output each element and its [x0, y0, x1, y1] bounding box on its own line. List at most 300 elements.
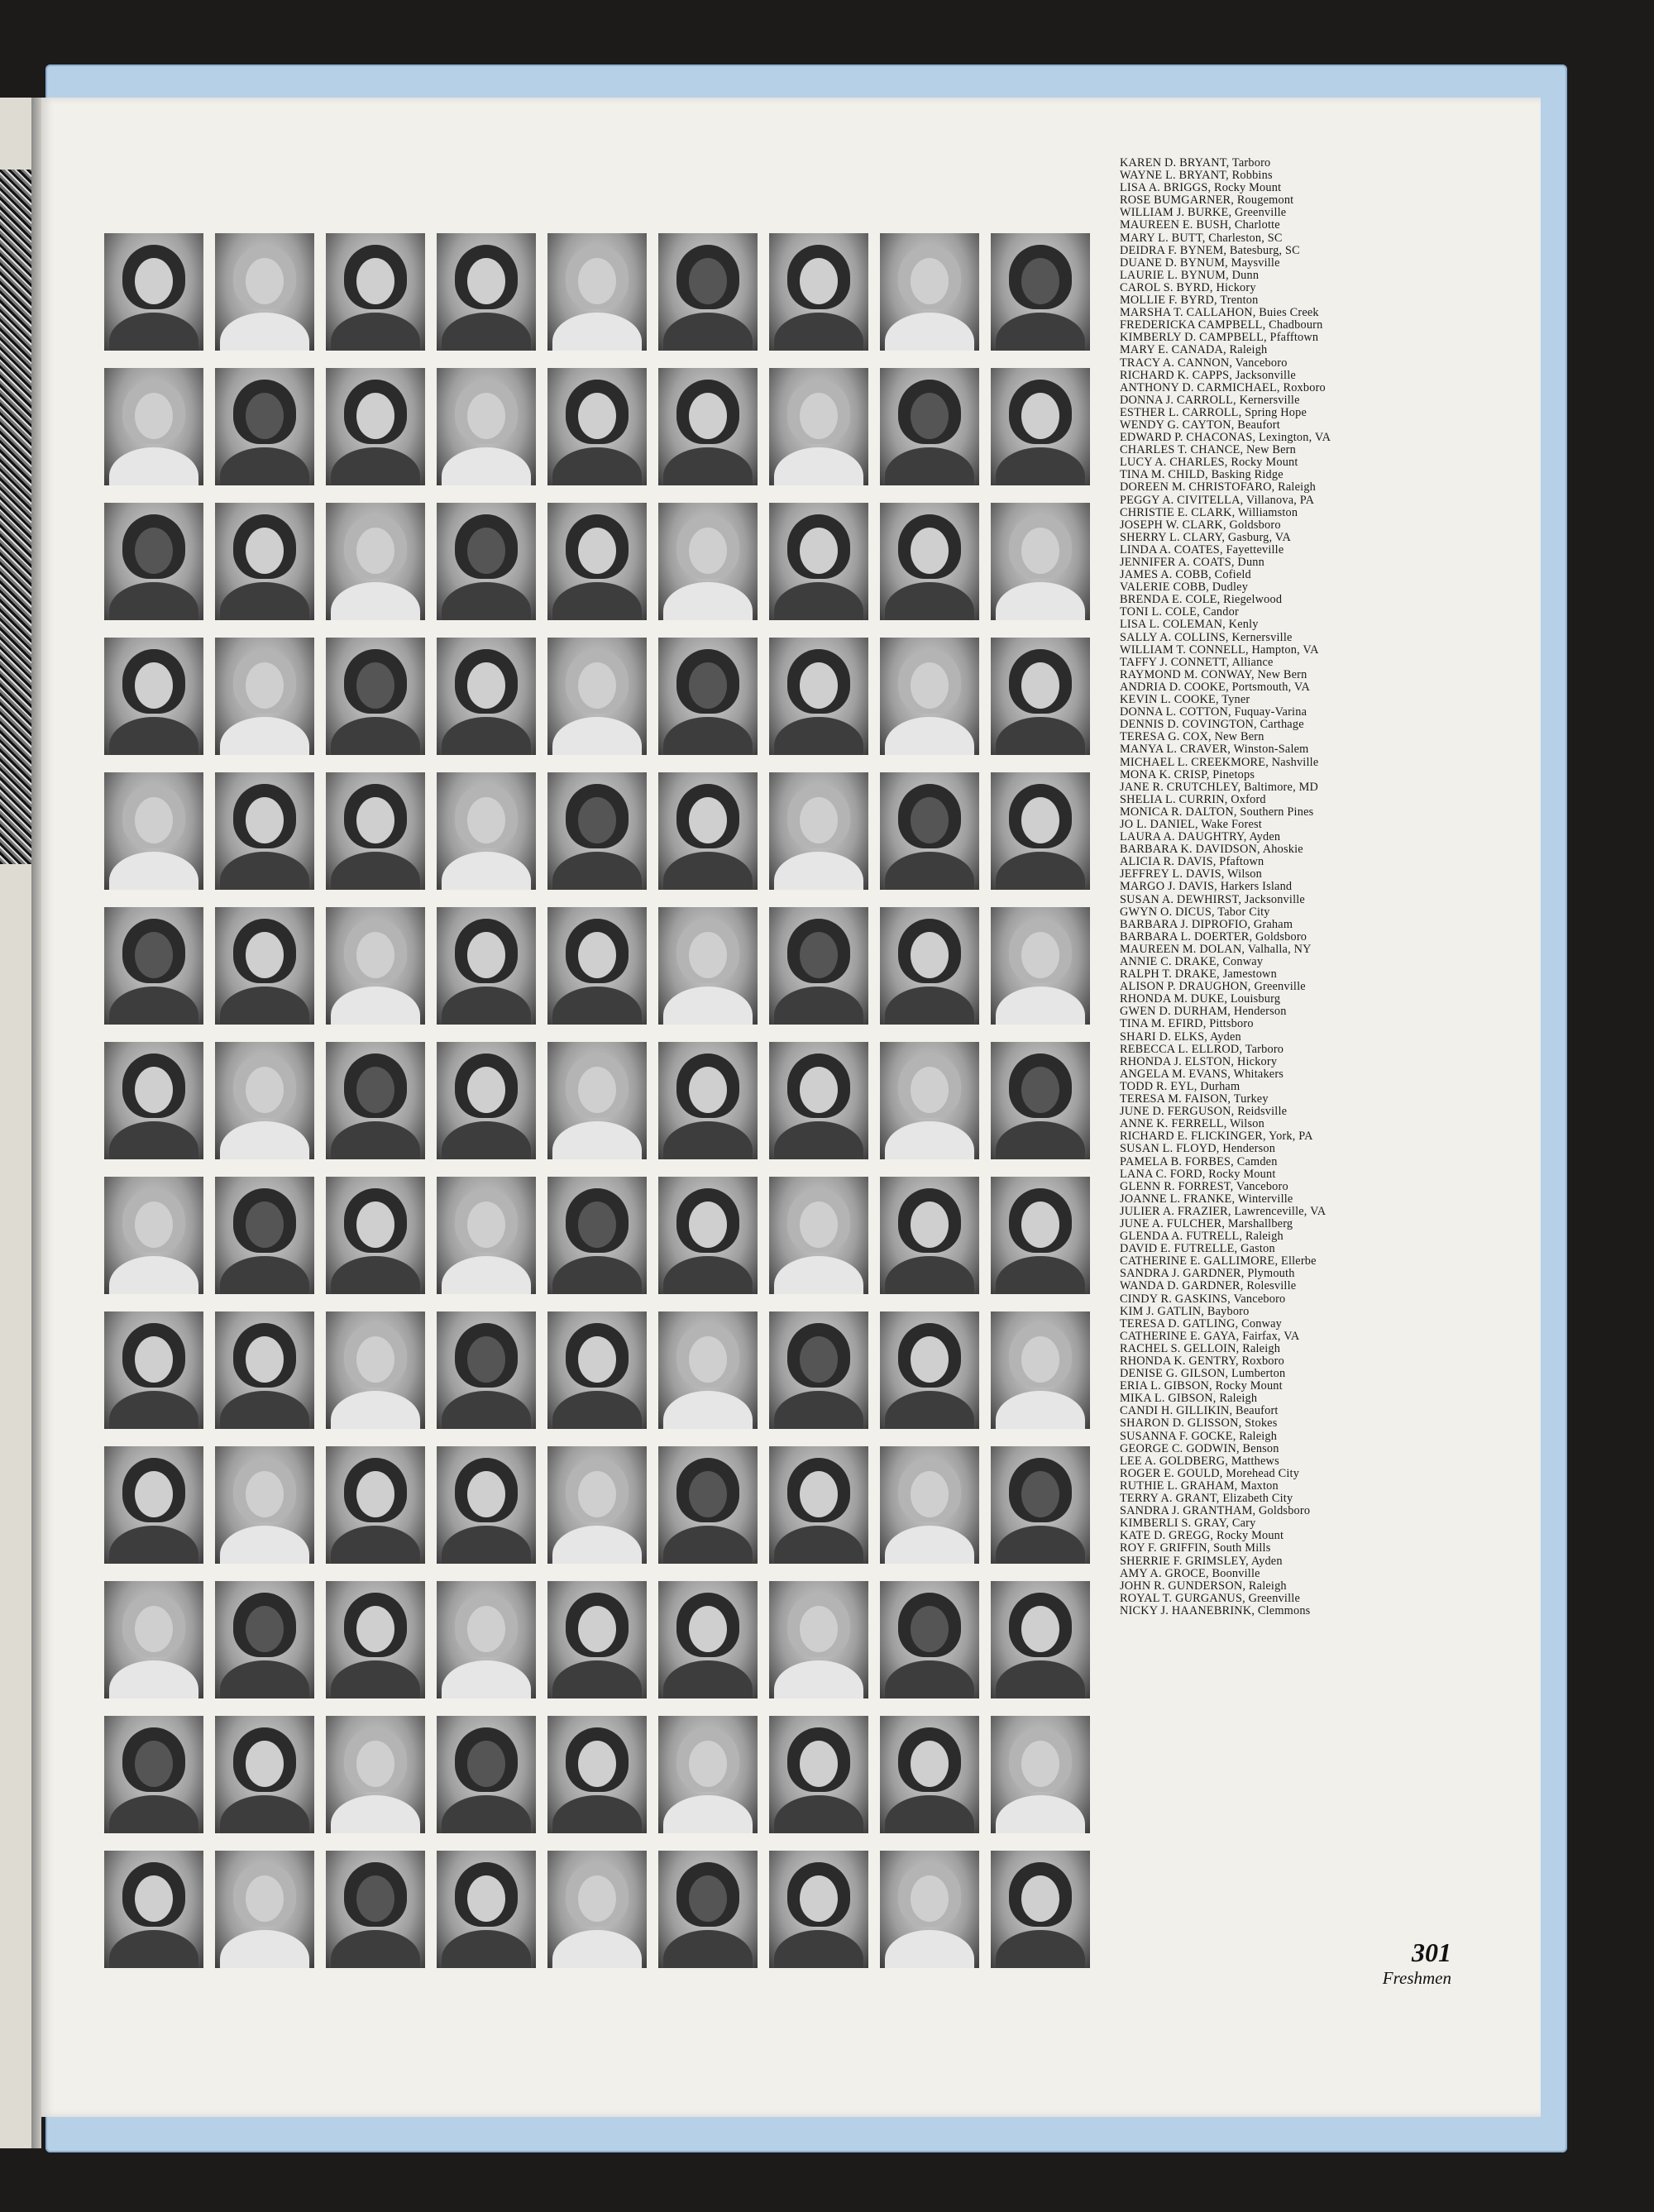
portrait-body: [885, 1121, 974, 1159]
portrait-face: [467, 662, 505, 709]
name-entry: TERESA G. COX, New Bern: [1120, 730, 1264, 744]
name-entry: MONICA R. DALTON, Southern Pines: [1120, 805, 1314, 819]
portrait-face: [1021, 1471, 1059, 1517]
portrait-body: [331, 1660, 420, 1698]
portrait-face: [467, 528, 505, 574]
name-entry: SANDRA J. GARDNER, Plymouth: [1120, 1267, 1295, 1281]
portrait-face: [135, 932, 173, 978]
portrait-body: [774, 582, 863, 620]
portrait-body: [109, 582, 198, 620]
student-portrait: [769, 638, 868, 755]
student-portrait: [215, 772, 314, 890]
portrait-face: [911, 1067, 949, 1113]
name-entry: DUANE D. BYNUM, Maysville: [1120, 256, 1280, 270]
name-entry: DOREEN M. CHRISTOFARO, Raleigh: [1120, 480, 1317, 494]
portrait-face: [800, 932, 838, 978]
student-portrait: [104, 1716, 203, 1833]
portrait-body: [442, 987, 531, 1025]
portrait-body: [552, 582, 642, 620]
student-portrait: [104, 1446, 203, 1564]
name-entry: RHONDA J. ELSTON, Hickory: [1120, 1054, 1278, 1068]
student-portrait: [104, 772, 203, 890]
student-portrait: [991, 1177, 1090, 1294]
portrait-body: [331, 447, 420, 485]
name-entry: MANYA L. CRAVER, Winston-Salem: [1120, 743, 1309, 757]
student-portrait: [769, 1311, 868, 1429]
portrait-face: [689, 662, 727, 709]
student-portrait: [104, 638, 203, 755]
portrait-face: [356, 528, 394, 574]
portrait-face: [800, 528, 838, 574]
portrait-body: [996, 987, 1085, 1025]
portrait-body: [663, 447, 753, 485]
name-entry: RHONDA M. DUKE, Louisburg: [1120, 992, 1281, 1006]
name-entry: JOHN R. GUNDERSON, Raleigh: [1120, 1579, 1287, 1593]
name-entry: MIKA L. GIBSON, Raleigh: [1120, 1392, 1258, 1406]
portrait-face: [911, 1202, 949, 1248]
name-entry: LUCY A. CHARLES, Rocky Mount: [1120, 456, 1298, 470]
portrait-face: [911, 1606, 949, 1652]
name-entry: ESTHER L. CARROLL, Spring Hope: [1120, 405, 1307, 419]
student-portrait: [880, 1716, 979, 1833]
student-portrait: [769, 1446, 868, 1564]
portrait-face: [135, 1202, 173, 1248]
portrait-body: [109, 1391, 198, 1429]
portrait-body: [442, 1256, 531, 1294]
portrait-body: [442, 852, 531, 890]
portrait-face: [467, 932, 505, 978]
student-portrait: [437, 1716, 536, 1833]
name-entry: ROGER E. GOULD, Morehead City: [1120, 1466, 1300, 1480]
name-entry: SUSAN L. FLOYD, Henderson: [1120, 1142, 1276, 1156]
name-entry: RHONDA K. GENTRY, Roxboro: [1120, 1354, 1284, 1368]
student-portrait: [326, 368, 425, 485]
name-entry: GLENN R. FORREST, Vanceboro: [1120, 1179, 1288, 1193]
portrait-face: [911, 932, 949, 978]
portrait-face: [578, 1875, 616, 1922]
name-entry: KAREN D. BRYANT, Tarboro: [1120, 156, 1271, 170]
name-entry: SHERRY L. CLARY, Gasburg, VA: [1120, 530, 1291, 544]
portrait-face: [911, 393, 949, 439]
portrait-face: [1021, 1875, 1059, 1922]
portrait-body: [331, 1526, 420, 1564]
name-entry: DAVID E. FUTRELLE, Gaston: [1120, 1242, 1275, 1256]
portrait-body: [663, 1660, 753, 1698]
student-portrait: [991, 233, 1090, 351]
portrait-body: [220, 1526, 309, 1564]
portrait-face: [246, 797, 284, 843]
portrait-body: [663, 1256, 753, 1294]
student-portrait: [769, 907, 868, 1025]
student-portrait: [326, 638, 425, 755]
student-portrait: [326, 1177, 425, 1294]
portrait-body: [885, 852, 974, 890]
portrait-body: [885, 1930, 974, 1968]
portrait-face: [246, 662, 284, 709]
name-entry: KEVIN L. COOKE, Tyner: [1120, 693, 1250, 707]
portrait-face: [578, 1471, 616, 1517]
portrait-face: [1021, 1202, 1059, 1248]
student-portrait: [880, 368, 979, 485]
student-portrait: [326, 503, 425, 620]
student-portrait: [991, 1716, 1090, 1833]
student-portrait: [104, 1177, 203, 1294]
student-portrait: [991, 1042, 1090, 1159]
name-entry: ALISON P. DRAUGHON, Greenville: [1120, 980, 1306, 994]
portrait-body: [220, 447, 309, 485]
portrait-face: [578, 662, 616, 709]
name-entry: CHRISTIE E. CLARK, Williamston: [1120, 505, 1298, 519]
name-entry: KIMBERLI S. GRAY, Cary: [1120, 1517, 1256, 1531]
student-portrait: [437, 772, 536, 890]
portrait-face: [246, 1202, 284, 1248]
name-entry: LAURIE L. BYNUM, Dunn: [1120, 268, 1260, 282]
portrait-body: [442, 1121, 531, 1159]
student-portrait: [326, 907, 425, 1025]
portrait-face: [246, 1606, 284, 1652]
name-entry: DENNIS D. COVINGTON, Carthage: [1120, 718, 1304, 732]
portrait-face: [135, 1875, 173, 1922]
student-portrait: [547, 638, 647, 755]
name-entry: TERRY A. GRANT, Elizabeth City: [1120, 1492, 1293, 1506]
portrait-face: [467, 1741, 505, 1787]
student-portrait: [658, 1716, 758, 1833]
student-portrait: [104, 368, 203, 485]
name-entry: JULIER A. FRAZIER, Lawrenceville, VA: [1120, 1204, 1327, 1218]
portrait-body: [552, 313, 642, 351]
student-portrait: [880, 638, 979, 755]
name-entry: MARSHA T. CALLAHON, Buies Creek: [1120, 306, 1319, 320]
student-portrait: [326, 1851, 425, 1968]
portrait-body: [996, 1256, 1085, 1294]
portrait-body: [220, 313, 309, 351]
portrait-body: [442, 1391, 531, 1429]
portrait-body: [220, 717, 309, 755]
student-portrait: [991, 368, 1090, 485]
portrait-face: [800, 1875, 838, 1922]
portrait-face: [578, 1336, 616, 1383]
name-entry: DONNA J. CARROLL, Kernersville: [1120, 393, 1300, 407]
student-portrait: [215, 1716, 314, 1833]
portrait-face: [1021, 1606, 1059, 1652]
name-entry: SHARI D. ELKS, Ayden: [1120, 1030, 1241, 1044]
portrait-face: [135, 1471, 173, 1517]
portrait-face: [911, 797, 949, 843]
name-entry: RICHARD E. FLICKINGER, York, PA: [1120, 1130, 1313, 1144]
portrait-face: [800, 1606, 838, 1652]
portrait-face: [246, 1741, 284, 1787]
name-entry: ALICIA R. DAVIS, Pfaftown: [1120, 855, 1264, 869]
portrait-face: [135, 1606, 173, 1652]
portrait-body: [442, 717, 531, 755]
student-portrait: [769, 1716, 868, 1833]
student-portrait: [215, 1177, 314, 1294]
portrait-body: [220, 1391, 309, 1429]
student-portrait: [547, 1851, 647, 1968]
portrait-body: [109, 1121, 198, 1159]
portrait-body: [220, 852, 309, 890]
name-entry: RUTHIE L. GRAHAM, Maxton: [1120, 1479, 1279, 1493]
portrait-face: [689, 1336, 727, 1383]
portrait-body: [109, 1795, 198, 1833]
portrait-body: [996, 582, 1085, 620]
portrait-face: [911, 1875, 949, 1922]
portrait-face: [246, 1471, 284, 1517]
name-entry: SHELIA L. CURRIN, Oxford: [1120, 792, 1266, 806]
student-portrait: [437, 1042, 536, 1159]
portrait-face: [467, 1067, 505, 1113]
name-list: [1120, 157, 1517, 1617]
name-entry: TONI L. COLE, Candor: [1120, 605, 1239, 619]
student-portrait: [104, 503, 203, 620]
portrait-face: [689, 932, 727, 978]
portrait-body: [552, 447, 642, 485]
portrait-face: [911, 528, 949, 574]
portrait-body: [552, 1526, 642, 1564]
portrait-body: [220, 1256, 309, 1294]
portrait-body: [885, 1795, 974, 1833]
portrait-body: [885, 1391, 974, 1429]
portrait-face: [911, 1336, 949, 1383]
name-entry: ANNIE C. DRAKE, Conway: [1120, 955, 1264, 968]
student-portrait: [658, 1446, 758, 1564]
portrait-face: [467, 1875, 505, 1922]
portrait-body: [663, 582, 753, 620]
student-portrait: [547, 1716, 647, 1833]
portrait-body: [663, 1795, 753, 1833]
name-entry: MAUREEN M. DOLAN, Valhalla, NY: [1120, 942, 1312, 956]
portrait-face: [467, 1202, 505, 1248]
student-portrait: [880, 1042, 979, 1159]
portrait-face: [467, 258, 505, 304]
portrait-face: [578, 528, 616, 574]
portrait-body: [885, 1660, 974, 1698]
student-portrait: [658, 772, 758, 890]
portrait-face: [689, 528, 727, 574]
portrait-body: [109, 852, 198, 890]
name-entry: WILLIAM T. CONNELL, Hampton, VA: [1120, 643, 1319, 657]
portrait-body: [885, 313, 974, 351]
student-portrait: [547, 1042, 647, 1159]
portrait-body: [996, 1930, 1085, 1968]
portrait-face: [135, 1067, 173, 1113]
portrait-face: [356, 258, 394, 304]
portrait-body: [663, 1930, 753, 1968]
name-entry: TODD R. EYL, Durham: [1120, 1079, 1240, 1093]
student-portrait: [769, 503, 868, 620]
portrait-body: [663, 987, 753, 1025]
name-entry: JEFFREY L. DAVIS, Wilson: [1120, 867, 1262, 881]
portrait-face: [356, 662, 394, 709]
student-portrait: [769, 1851, 868, 1968]
portrait-body: [442, 1930, 531, 1968]
student-portrait: [991, 772, 1090, 890]
portrait-face: [689, 1606, 727, 1652]
student-portrait: [658, 503, 758, 620]
portrait-body: [552, 717, 642, 755]
portrait-body: [331, 717, 420, 755]
name-entry: CATHERINE E. GALLIMORE, Ellerbe: [1120, 1254, 1317, 1268]
portrait-body: [331, 1930, 420, 1968]
name-entry: JUNE D. FERGUSON, Reidsville: [1120, 1105, 1288, 1119]
name-entry: CINDY R. GASKINS, Vanceboro: [1120, 1292, 1286, 1306]
student-portrait: [547, 1446, 647, 1564]
student-portrait: [880, 907, 979, 1025]
student-portrait: [326, 1042, 425, 1159]
portrait-face: [356, 1875, 394, 1922]
section-title: Freshmen: [1382, 1968, 1451, 1988]
name-entry: GLENDA A. FUTRELL, Raleigh: [1120, 1230, 1284, 1244]
name-entry: DONNA L. COTTON, Fuquay-Varina: [1120, 705, 1307, 719]
portrait-face: [578, 1741, 616, 1787]
name-entry: WENDY G. CAYTON, Beaufort: [1120, 418, 1280, 432]
student-portrait: [437, 1581, 536, 1698]
name-entry: JAMES A. COBB, Cofield: [1120, 568, 1251, 582]
portrait-face: [1021, 932, 1059, 978]
portrait-face: [578, 1202, 616, 1248]
student-portrait: [437, 368, 536, 485]
portrait-body: [774, 717, 863, 755]
portrait-face: [356, 1741, 394, 1787]
portrait-body: [552, 852, 642, 890]
student-portrait: [437, 1446, 536, 1564]
student-portrait: [991, 503, 1090, 620]
portrait-body: [442, 1795, 531, 1833]
portrait-body: [663, 1121, 753, 1159]
portrait-face: [578, 393, 616, 439]
portrait-body: [552, 1930, 642, 1968]
student-portrait: [658, 1851, 758, 1968]
portrait-body: [109, 313, 198, 351]
portrait-face: [246, 528, 284, 574]
portrait-body: [442, 313, 531, 351]
student-portrait: [215, 1851, 314, 1968]
portrait-face: [135, 1741, 173, 1787]
student-portrait: [215, 1311, 314, 1429]
student-portrait: [658, 1311, 758, 1429]
student-portrait: [769, 233, 868, 351]
name-entry: PEGGY A. CIVITELLA, Villanova, PA: [1120, 493, 1315, 507]
student-portrait: [326, 1716, 425, 1833]
name-entry: MOLLIE F. BYRD, Trenton: [1120, 294, 1259, 308]
student-portrait: [658, 368, 758, 485]
student-portrait: [547, 1311, 647, 1429]
student-portrait: [880, 1581, 979, 1698]
student-portrait: [215, 1446, 314, 1564]
name-entry: ROY F. GRIFFIN, South Mills: [1120, 1541, 1271, 1555]
student-portrait: [547, 907, 647, 1025]
portrait-face: [689, 258, 727, 304]
portrait-body: [996, 852, 1085, 890]
portrait-body: [109, 1256, 198, 1294]
portrait-body: [552, 1121, 642, 1159]
portrait-face: [1021, 393, 1059, 439]
portrait-body: [774, 1795, 863, 1833]
portrait-face: [356, 1606, 394, 1652]
portrait-face: [800, 662, 838, 709]
student-portrait: [991, 638, 1090, 755]
portrait-body: [331, 852, 420, 890]
name-entry: SUSANNA F. GOCKE, Raleigh: [1120, 1429, 1278, 1443]
portrait-face: [467, 393, 505, 439]
name-entry: JOSEPH W. CLARK, Goldsboro: [1120, 518, 1281, 532]
portrait-face: [135, 1336, 173, 1383]
name-entry: MONA K. CRISP, Pinetops: [1120, 767, 1255, 781]
student-portrait: [991, 1581, 1090, 1698]
name-entry: ROSE BUMGARNER, Rougemont: [1120, 193, 1294, 208]
portrait-face: [911, 258, 949, 304]
name-entry: LINDA A. COATES, Fayetteville: [1120, 542, 1284, 557]
portrait-body: [220, 582, 309, 620]
portrait-body: [885, 987, 974, 1025]
portrait-body: [996, 1660, 1085, 1698]
name-entry: KIM J. GATLIN, Bayboro: [1120, 1304, 1250, 1318]
name-entry: MARGO J. DAVIS, Harkers Island: [1120, 880, 1293, 894]
portrait-body: [885, 1256, 974, 1294]
student-portrait: [437, 503, 536, 620]
portrait-body: [331, 1391, 420, 1429]
portrait-body: [552, 1660, 642, 1698]
portrait-face: [578, 1067, 616, 1113]
portrait-body: [109, 1930, 198, 1968]
student-portrait: [437, 907, 536, 1025]
portrait-face: [578, 258, 616, 304]
portrait-face: [911, 1741, 949, 1787]
portrait-face: [800, 797, 838, 843]
portrait-face: [800, 1202, 838, 1248]
portrait-face: [800, 1471, 838, 1517]
student-portrait: [104, 233, 203, 351]
name-entry: BRENDA E. COLE, Riegelwood: [1120, 593, 1283, 607]
name-entry: EDWARD P. CHACONAS, Lexington, VA: [1120, 431, 1331, 445]
portrait-face: [1021, 1336, 1059, 1383]
student-portrait: [547, 1177, 647, 1294]
name-entry: TERESA M. FAISON, Turkey: [1120, 1092, 1269, 1106]
name-entry: TINA M. CHILD, Basking Ridge: [1120, 468, 1284, 482]
portrait-body: [885, 447, 974, 485]
student-portrait: [215, 638, 314, 755]
student-portrait: [880, 1311, 979, 1429]
name-entry: LISA L. COLEMAN, Kenly: [1120, 618, 1259, 632]
name-entry: CAROL S. BYRD, Hickory: [1120, 280, 1256, 294]
portrait-face: [246, 393, 284, 439]
name-entry: DENISE G. GILSON, Lumberton: [1120, 1367, 1286, 1381]
left-page-photo-fragment: [0, 170, 31, 864]
student-portrait: [215, 1042, 314, 1159]
student-portrait: [991, 1446, 1090, 1564]
name-entry: KATE D. GREGG, Rocky Mount: [1120, 1529, 1284, 1543]
portrait-body: [331, 1121, 420, 1159]
name-entry: LISA A. BRIGGS, Rocky Mount: [1120, 181, 1282, 195]
name-entry: BARBARA K. DAVIDSON, Ahoskie: [1120, 843, 1303, 857]
student-portrait: [991, 1851, 1090, 1968]
portrait-body: [663, 1391, 753, 1429]
portrait-body: [663, 1526, 753, 1564]
name-entry: GEORGE C. GODWIN, Benson: [1120, 1441, 1279, 1455]
portrait-body: [996, 1795, 1085, 1833]
portrait-body: [109, 987, 198, 1025]
name-entry: SHARON D. GLISSON, Stokes: [1120, 1417, 1278, 1431]
name-entry: MICHAEL L. CREEKMORE, Nashville: [1120, 755, 1319, 769]
student-portrait: [547, 368, 647, 485]
portrait-face: [246, 258, 284, 304]
portrait-face: [578, 932, 616, 978]
name-entry: JANE R. CRUTCHLEY, Baltimore, MD: [1120, 780, 1319, 794]
portrait-body: [774, 1391, 863, 1429]
name-entry: MAUREEN E. BUSH, Charlotte: [1120, 218, 1280, 232]
name-entry: MARY E. CANADA, Raleigh: [1120, 343, 1268, 357]
student-portrait: [658, 638, 758, 755]
